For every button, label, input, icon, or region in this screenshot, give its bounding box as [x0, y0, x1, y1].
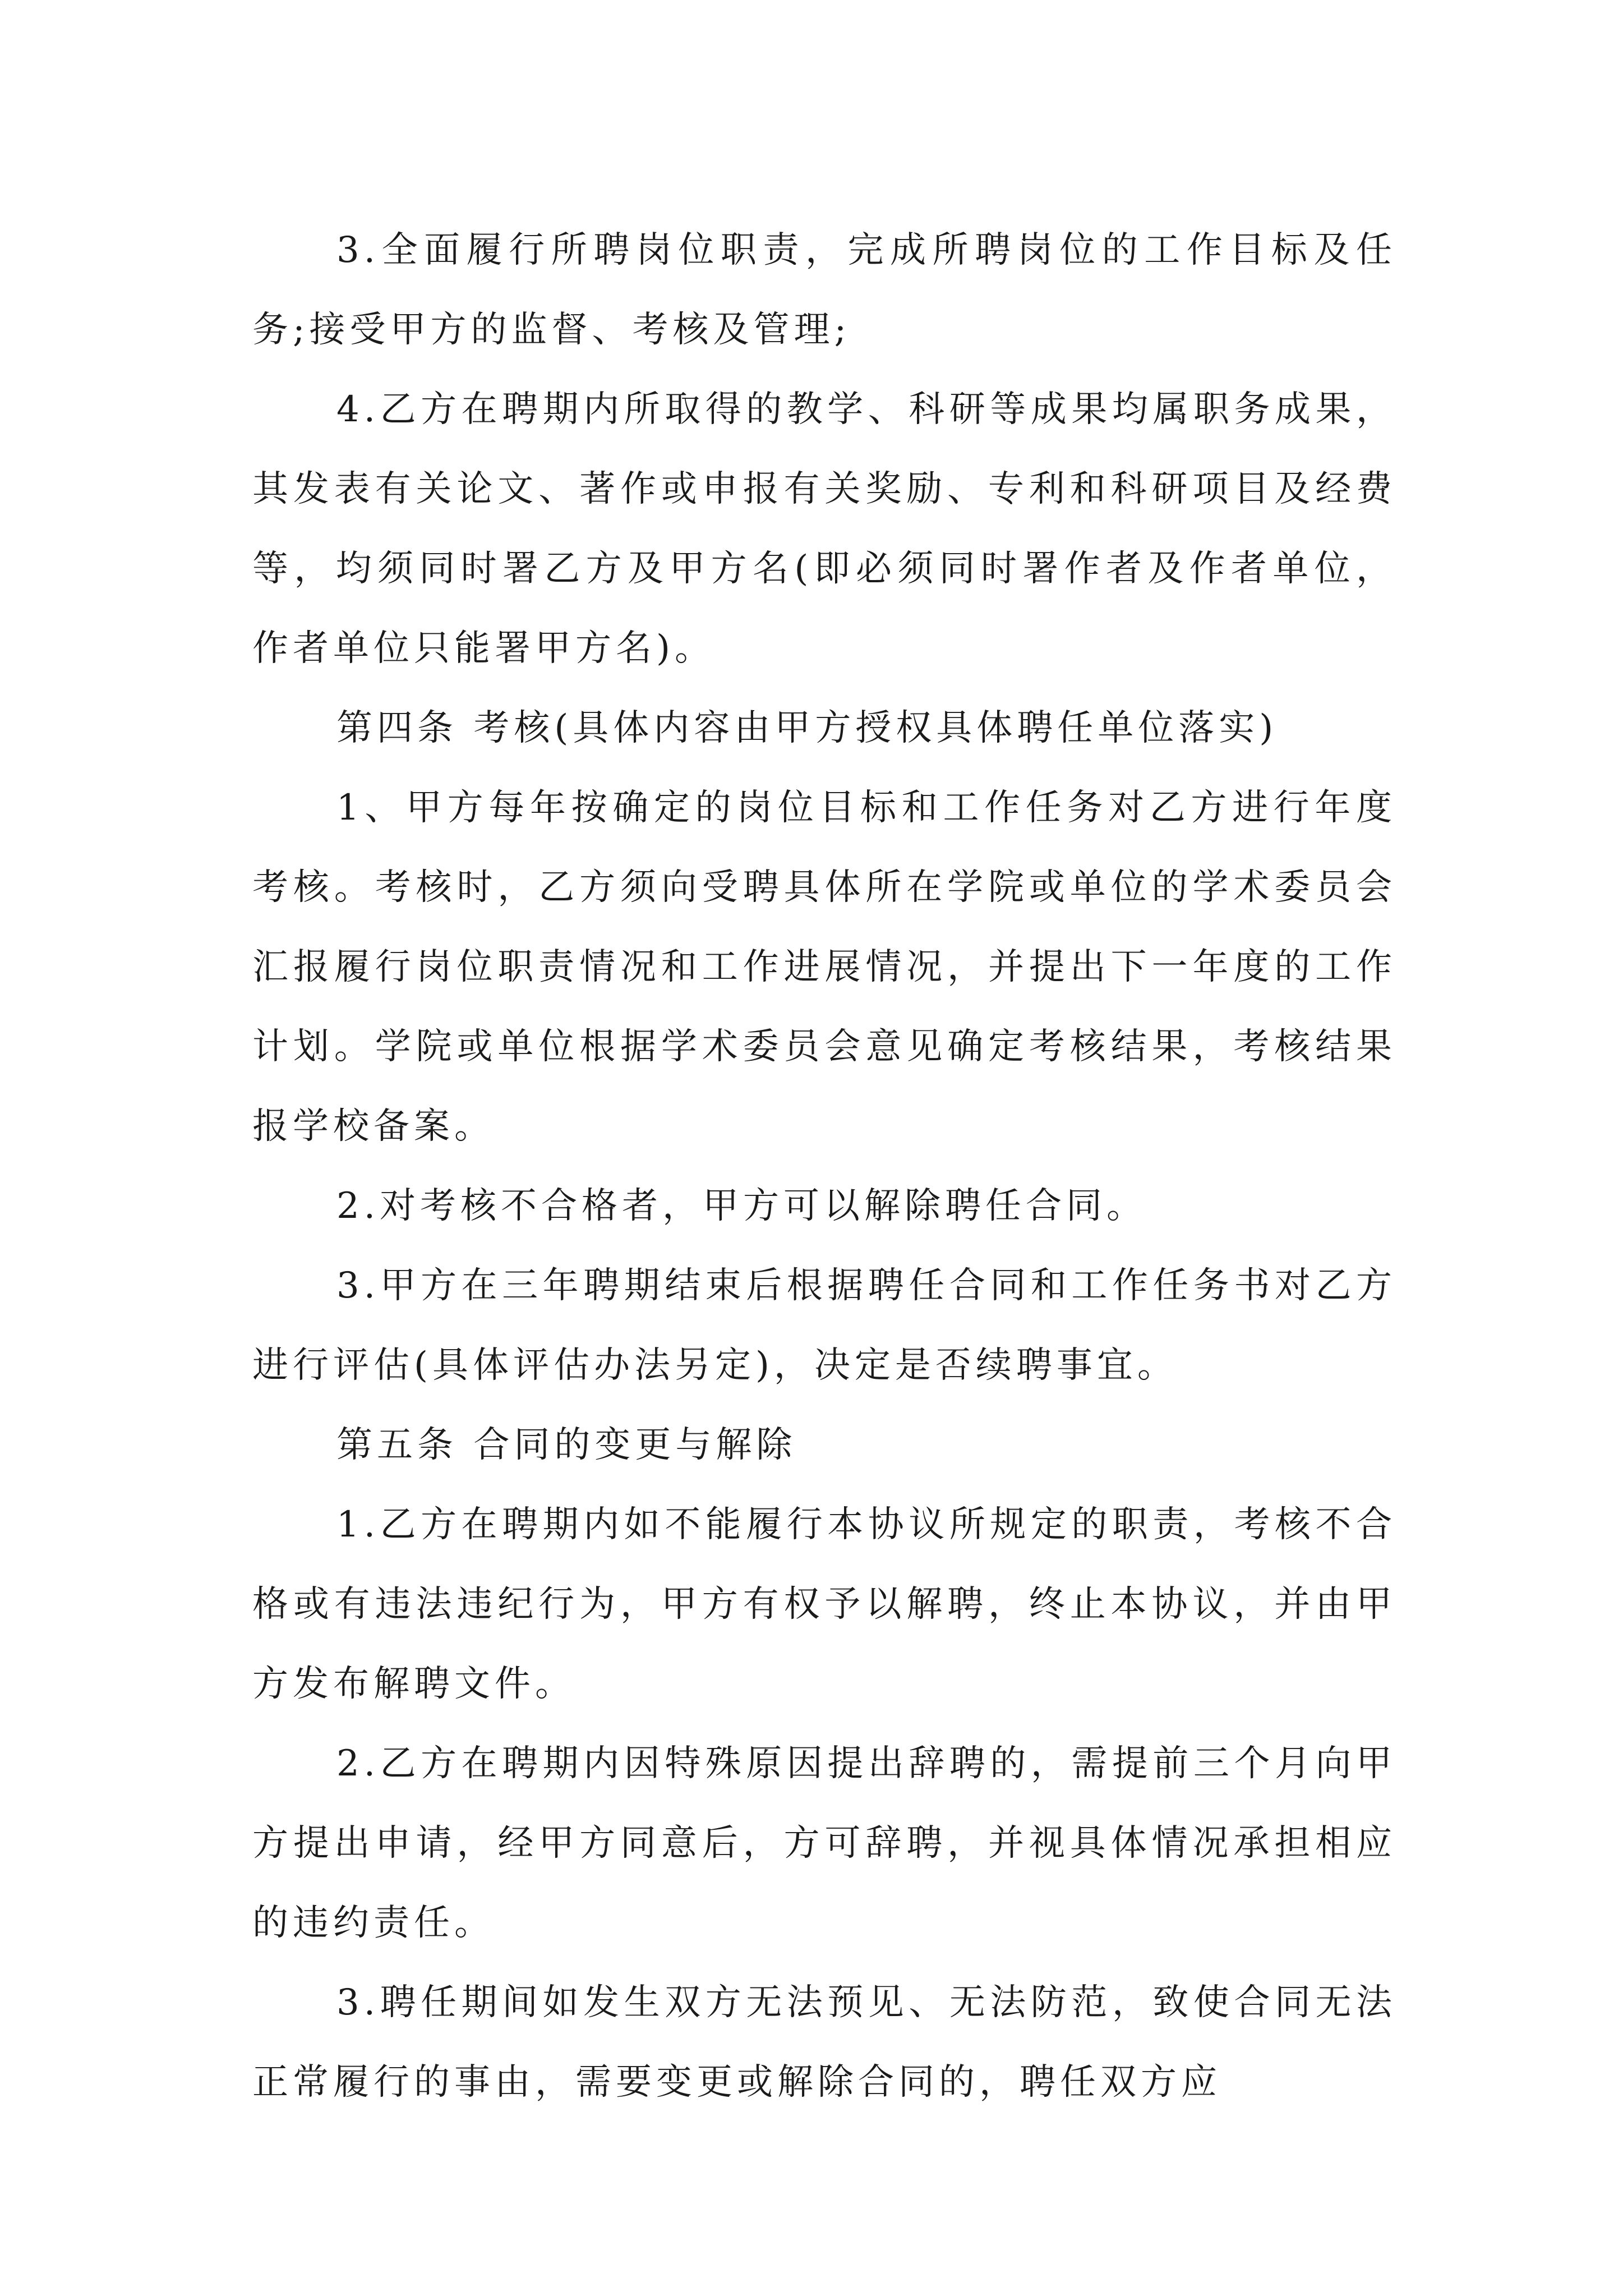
clause-4-achievements: 4.乙方在聘期内所取得的教学、科研等成果均属职务成果，其发表有关论文、著作或申报有关奖励、专利和科研项目及经费等，均须同时署乙方及甲方名(即必须同时署作者及作者单位，作者单位只能署甲方名)。	[252, 389, 1396, 669]
article-4-heading: 第四条 考核(具体内容由甲方授权具体聘任单位落实)	[336, 707, 1278, 749]
article-4-item-2: 2.对考核不合格者，甲方可以解除聘任合同。	[336, 1185, 1147, 1227]
article-5-item-1: 1.乙方在聘期内如不能履行本协议所规定的职责，考核不合格或有违法违纪行为，甲方有权予以解聘，终止本协议，并由甲方发布解聘文件。	[252, 1504, 1396, 1705]
article-5-heading: 第五条 合同的变更与解除	[336, 1424, 797, 1466]
clause-3-duties: 3.全面履行所聘岗位职责，完成所聘岗位的工作目标及任务;接受甲方的监督、考核及管理;	[252, 229, 1396, 351]
article-5-item-2: 2.乙方在聘期内因特殊原因提出辞聘的，需提前三个月向甲方提出申请，经甲方同意后，方可辞聘，并视具体情况承担相应的违约责任。	[252, 1743, 1396, 1944]
article-4-item-1: 1、甲方每年按确定的岗位目标和工作任务对乙方进行年度考核。考核时，乙方须向受聘具体所在学院或单位的学术委员会汇报履行岗位职责情况和工作进展情况，并提出下一年度的工作计划。学院或单位根据学术委员会意见确定考核结果，考核结果报学校备案。	[252, 787, 1396, 1147]
article-5-item-3: 3.聘任期间如发生双方无法预见、无法防范，致使合同无法正常履行的事由，需要变更或解除合同的，聘任双方应	[252, 1982, 1396, 2103]
document-body	[252, 210, 1396, 2122]
article-4-item-3: 3.甲方在三年聘期结束后根据聘任合同和工作任务书对乙方进行评估(具体评估办法另定)，决定是否续聘事宜。	[252, 1265, 1396, 1386]
